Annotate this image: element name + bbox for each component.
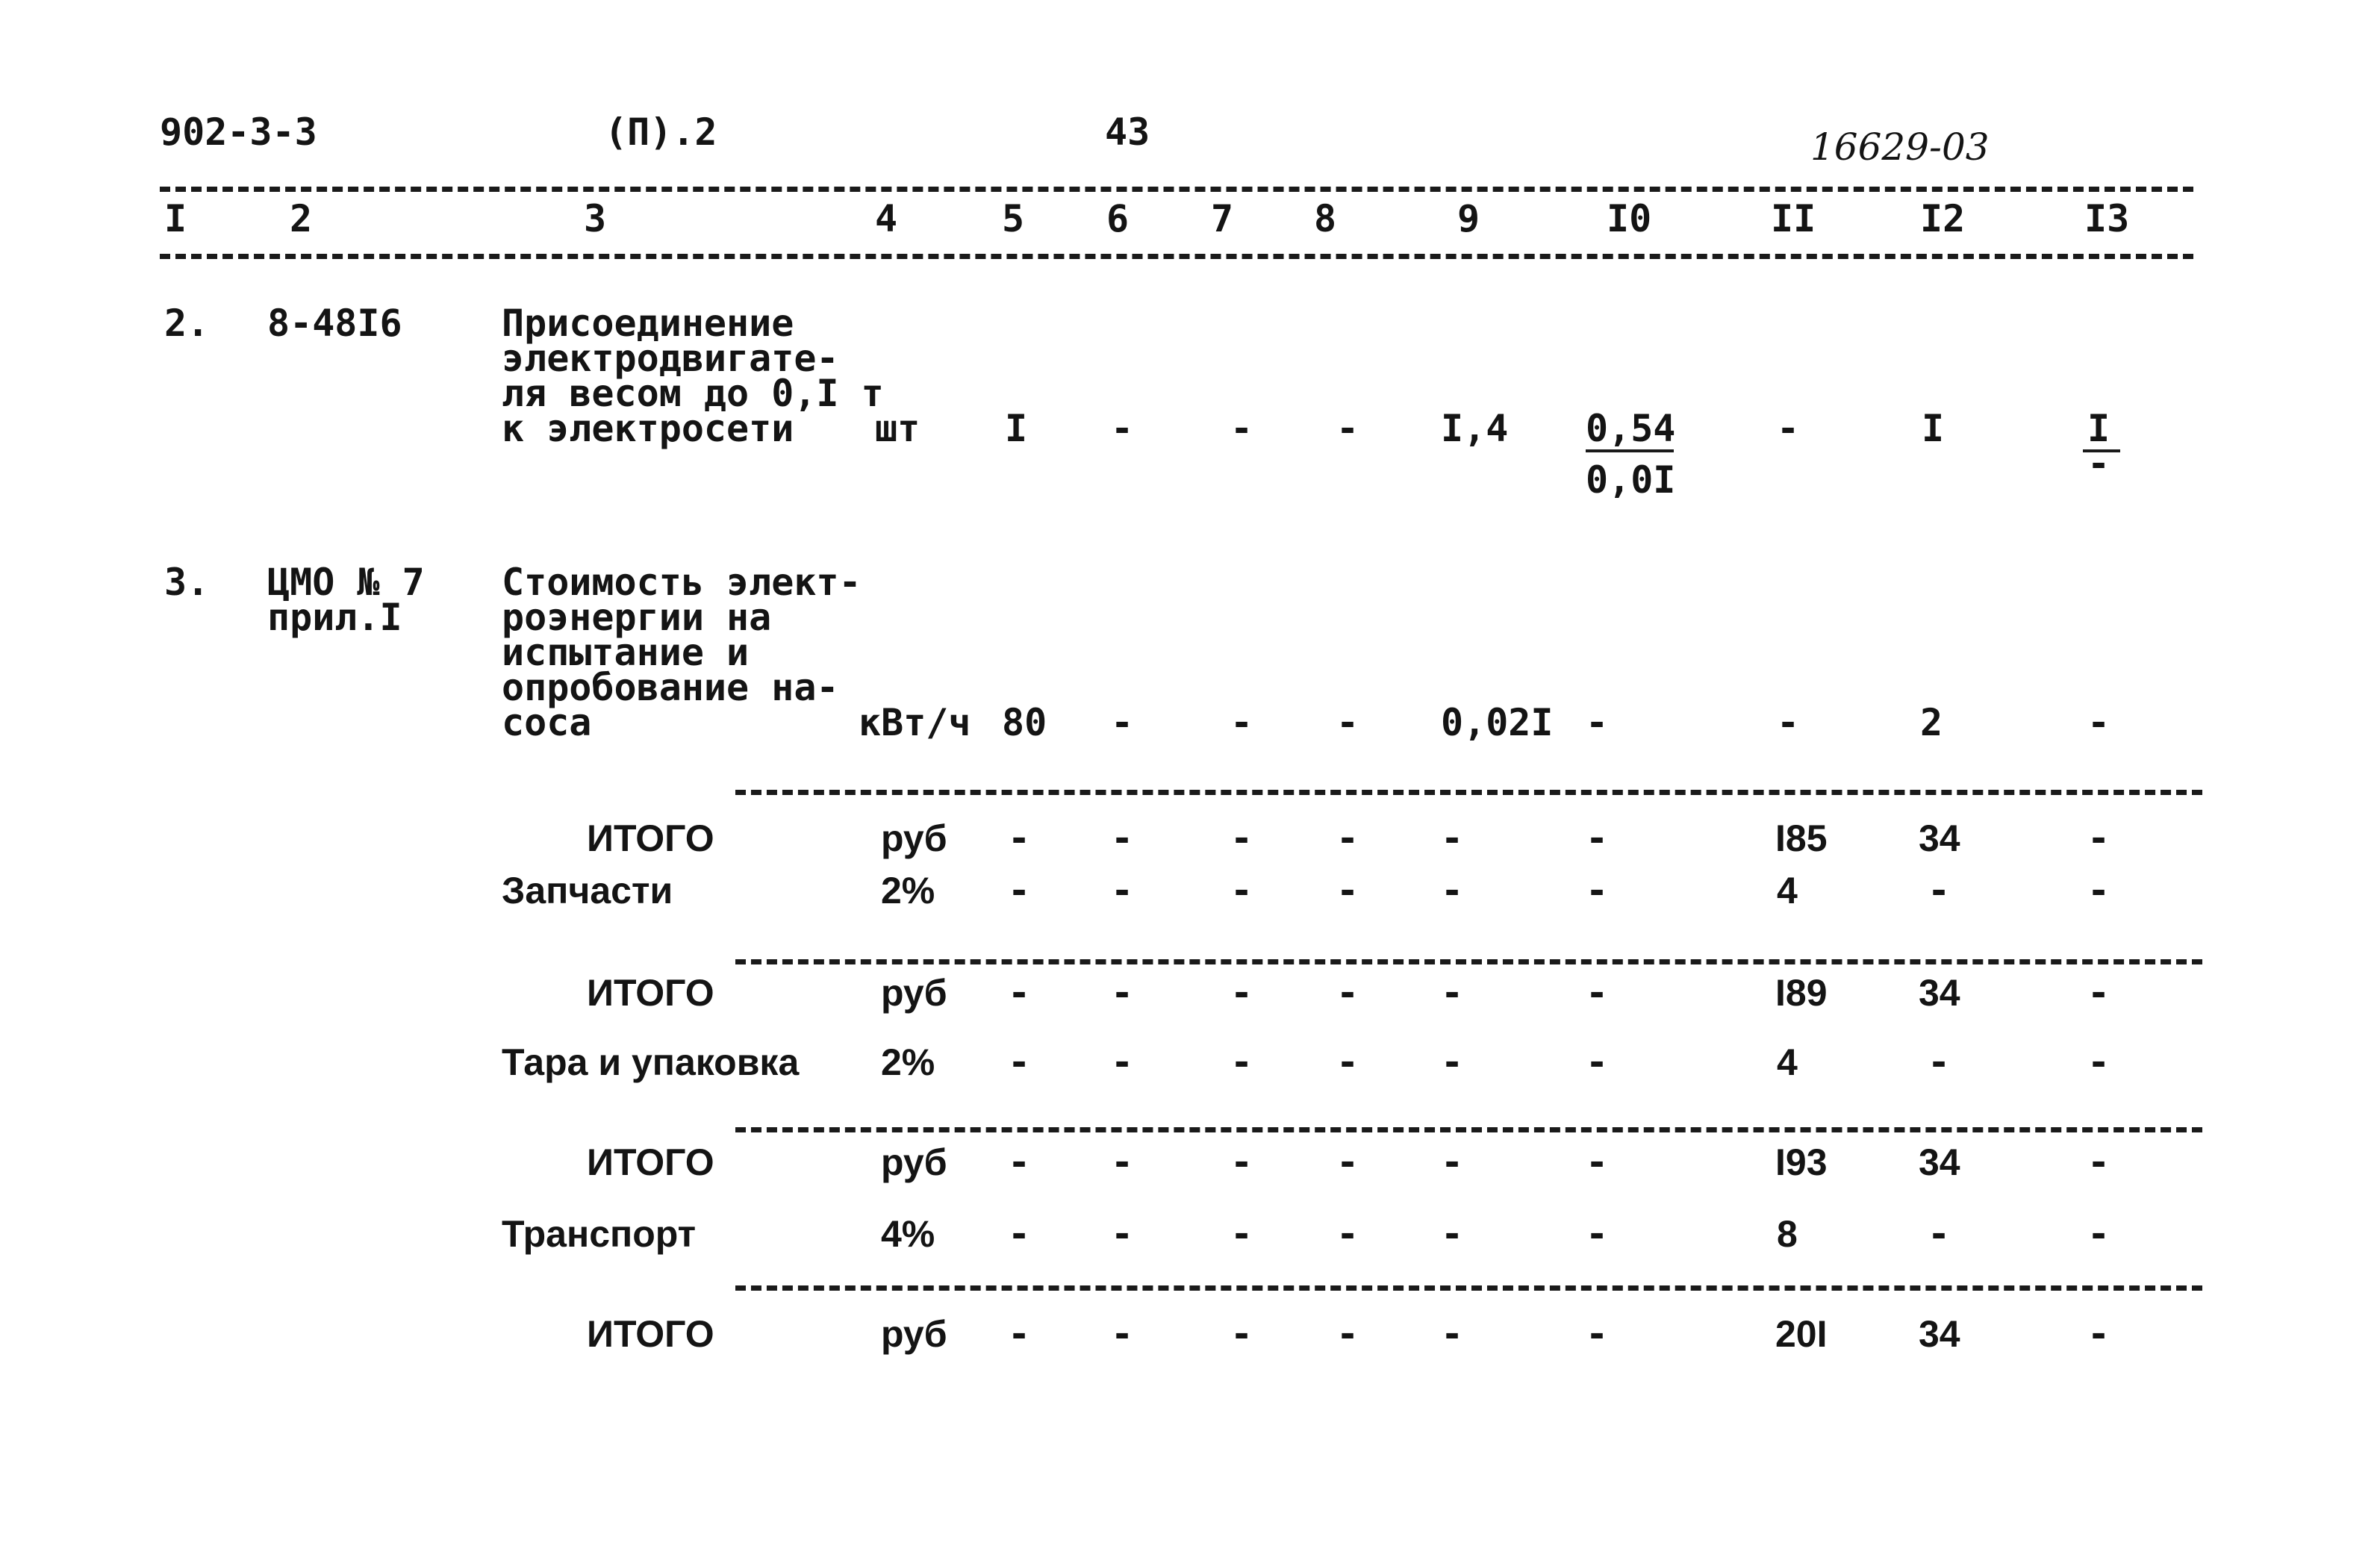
cell-col8: - bbox=[1336, 1212, 1359, 1256]
summary-unit: руб bbox=[881, 817, 947, 859]
cell-col13-denominator: - bbox=[2087, 442, 2110, 485]
column-header-1: I bbox=[164, 197, 187, 240]
column-header-5: 5 bbox=[1002, 197, 1025, 240]
row-description-line: Присоединение bbox=[502, 302, 794, 345]
column-header-7: 7 bbox=[1211, 197, 1234, 240]
cell-col9: 0,02I bbox=[1441, 701, 1554, 744]
column-header-4: 4 bbox=[875, 197, 898, 240]
doc-code: 902-3-3 bbox=[160, 110, 317, 154]
cell-col5: - bbox=[1008, 971, 1031, 1014]
cell-col13: - bbox=[2087, 1041, 2110, 1084]
row-description-line: роэнергии на bbox=[502, 596, 772, 639]
cell-col8: - bbox=[1336, 971, 1359, 1014]
cell-col12: 2 bbox=[1920, 701, 1943, 744]
cell-col7: - bbox=[1230, 971, 1253, 1014]
cell-col8: - bbox=[1336, 1141, 1359, 1184]
cell-col10: - bbox=[1586, 1212, 1609, 1256]
cell-col11: 4 bbox=[1777, 870, 1798, 911]
handwritten-reference: 16629-03 bbox=[1810, 125, 1990, 169]
section-rule bbox=[735, 959, 2202, 964]
cell-col13: - bbox=[2087, 701, 2110, 744]
cell-col9: - bbox=[1441, 1041, 1464, 1084]
summary-unit: руб bbox=[881, 972, 947, 1014]
cell-col10: - bbox=[1586, 971, 1609, 1014]
cell-col11: I93 bbox=[1775, 1141, 1828, 1183]
cell-col6: - bbox=[1111, 1212, 1134, 1256]
summary-unit: 4% bbox=[881, 1213, 935, 1255]
cell-col7: - bbox=[1230, 1141, 1253, 1184]
cell-col5: - bbox=[1008, 1212, 1031, 1256]
row-description-line: к электросети bbox=[502, 407, 794, 450]
cell-col10: - bbox=[1586, 1041, 1609, 1084]
cell-col6: - bbox=[1111, 1141, 1134, 1184]
cell-col12: - bbox=[1928, 869, 1951, 912]
cell-col7: - bbox=[1230, 1041, 1253, 1084]
column-header-13: I3 bbox=[2084, 197, 2130, 240]
column-header-12: I2 bbox=[1920, 197, 1966, 240]
cell-col5: 80 bbox=[1002, 701, 1047, 744]
fraction-line bbox=[1586, 449, 1674, 452]
cell-col11: 4 bbox=[1777, 1041, 1798, 1083]
row-description-line: Стоимость элект- bbox=[502, 561, 862, 604]
cell-col5: - bbox=[1008, 817, 1031, 860]
cell-col13: - bbox=[2087, 1312, 2110, 1356]
cell-col9: - bbox=[1441, 1212, 1464, 1256]
section-rule bbox=[735, 1285, 2202, 1291]
cell-col11: 8 bbox=[1777, 1213, 1798, 1255]
summary-label: Запчасти bbox=[502, 870, 673, 911]
cell-col6: - bbox=[1111, 701, 1134, 744]
cell-col6: - bbox=[1111, 869, 1134, 912]
summary-label: ИТОГО bbox=[587, 817, 714, 859]
column-header-2: 2 bbox=[290, 197, 313, 240]
cell-col5: - bbox=[1008, 1312, 1031, 1356]
row-code: 8-48I6 bbox=[267, 302, 402, 345]
cell-col12: - bbox=[1928, 1212, 1951, 1256]
header-bottom-rule bbox=[160, 254, 2193, 259]
column-header-10: I0 bbox=[1607, 197, 1652, 240]
cell-col12: 34 bbox=[1919, 972, 1960, 1014]
cell-col8: - bbox=[1336, 407, 1359, 450]
cell-col6: - bbox=[1111, 1041, 1134, 1084]
column-header-11: II bbox=[1771, 197, 1816, 240]
summary-unit: руб bbox=[881, 1141, 947, 1183]
cell-col9: - bbox=[1441, 869, 1464, 912]
cell-col5: - bbox=[1008, 1141, 1031, 1184]
cell-col8: - bbox=[1336, 701, 1359, 744]
summary-label: ИТОГО bbox=[587, 1141, 714, 1183]
column-header-6: 6 bbox=[1106, 197, 1130, 240]
cell-col11: 20I bbox=[1775, 1313, 1828, 1355]
cell-col5: - bbox=[1008, 869, 1031, 912]
cell-col7: - bbox=[1230, 1212, 1253, 1256]
cell-col9: - bbox=[1441, 1141, 1464, 1184]
row-description-line: соса bbox=[502, 701, 592, 744]
cell-col11: I89 bbox=[1775, 972, 1828, 1014]
column-header-9: 9 bbox=[1457, 197, 1480, 240]
cell-col10-denominator: 0,0I bbox=[1586, 458, 1676, 502]
cell-col12: 34 bbox=[1919, 1313, 1960, 1355]
cell-col6: - bbox=[1111, 817, 1134, 860]
cell-col10: - bbox=[1586, 817, 1609, 860]
section-rule bbox=[735, 790, 2202, 795]
cell-col7: - bbox=[1230, 701, 1253, 744]
cell-col9: - bbox=[1441, 971, 1464, 1014]
cell-col11: I85 bbox=[1775, 817, 1828, 859]
page-number: 43 bbox=[1105, 110, 1150, 154]
row-code-line: ЦМО № 7 bbox=[267, 561, 425, 604]
cell-col9: - bbox=[1441, 817, 1464, 860]
cell-col13: - bbox=[2087, 971, 2110, 1014]
summary-unit: руб bbox=[881, 1313, 947, 1355]
cell-col12: - bbox=[1928, 1041, 1951, 1084]
row-number: 3. bbox=[164, 561, 210, 604]
header-top-rule bbox=[160, 187, 2193, 192]
summary-label: Тара и упаковка bbox=[502, 1041, 800, 1083]
cell-col6: - bbox=[1111, 1312, 1134, 1356]
row-description-line: опробование на- bbox=[502, 666, 839, 709]
summary-unit: 2% bbox=[881, 1041, 935, 1083]
cell-col9: I,4 bbox=[1441, 407, 1509, 450]
cell-col8: - bbox=[1336, 1312, 1359, 1356]
cell-col5: I bbox=[1005, 407, 1028, 450]
row-description-line: испытание и bbox=[502, 631, 750, 674]
cell-col8: - bbox=[1336, 869, 1359, 912]
cell-col10: - bbox=[1586, 701, 1609, 744]
cell-col13-numerator: I bbox=[2087, 407, 2110, 450]
cell-col7: - bbox=[1230, 1312, 1253, 1356]
cell-col13: - bbox=[2087, 869, 2110, 912]
cell-col10: - bbox=[1586, 1312, 1609, 1356]
cell-col7: - bbox=[1230, 817, 1253, 860]
section-rule bbox=[735, 1127, 2202, 1132]
cell-col10: - bbox=[1586, 869, 1609, 912]
row-description-line: электродвигате- bbox=[502, 337, 839, 380]
row-description-line: ля весом до 0,I т bbox=[502, 372, 884, 415]
cell-col12: 34 bbox=[1919, 1141, 1960, 1183]
cell-col6: - bbox=[1111, 971, 1134, 1014]
row-unit: шт bbox=[875, 407, 920, 450]
cell-col8: - bbox=[1336, 1041, 1359, 1084]
column-header-8: 8 bbox=[1314, 197, 1337, 240]
row-unit: кВт/ч bbox=[859, 701, 971, 744]
row-code-line: прил.I bbox=[267, 596, 402, 639]
cell-col7: - bbox=[1230, 869, 1253, 912]
cell-col8: - bbox=[1336, 817, 1359, 860]
summary-label: ИТОГО bbox=[587, 1313, 714, 1355]
summary-label: ИТОГО bbox=[587, 972, 714, 1014]
cell-col9: - bbox=[1441, 1312, 1464, 1356]
cell-col12: 34 bbox=[1919, 817, 1960, 859]
cell-col7: - bbox=[1230, 407, 1253, 450]
cell-col13: - bbox=[2087, 1212, 2110, 1256]
row-number: 2. bbox=[164, 302, 210, 345]
cell-col5: - bbox=[1008, 1041, 1031, 1084]
column-header-3: 3 bbox=[584, 197, 607, 240]
cell-col11: - bbox=[1777, 701, 1800, 744]
summary-label: Транспорт bbox=[502, 1213, 697, 1255]
summary-unit: 2% bbox=[881, 870, 935, 911]
cell-col13: - bbox=[2087, 1141, 2110, 1184]
cell-col6: - bbox=[1111, 407, 1134, 450]
cell-col11: - bbox=[1777, 407, 1800, 450]
cell-col10-numerator: 0,54 bbox=[1586, 407, 1676, 450]
cell-col12: I bbox=[1922, 407, 1945, 450]
cell-col10: - bbox=[1586, 1141, 1609, 1184]
cell-col13: - bbox=[2087, 817, 2110, 860]
section-label: (П).2 bbox=[605, 110, 717, 154]
